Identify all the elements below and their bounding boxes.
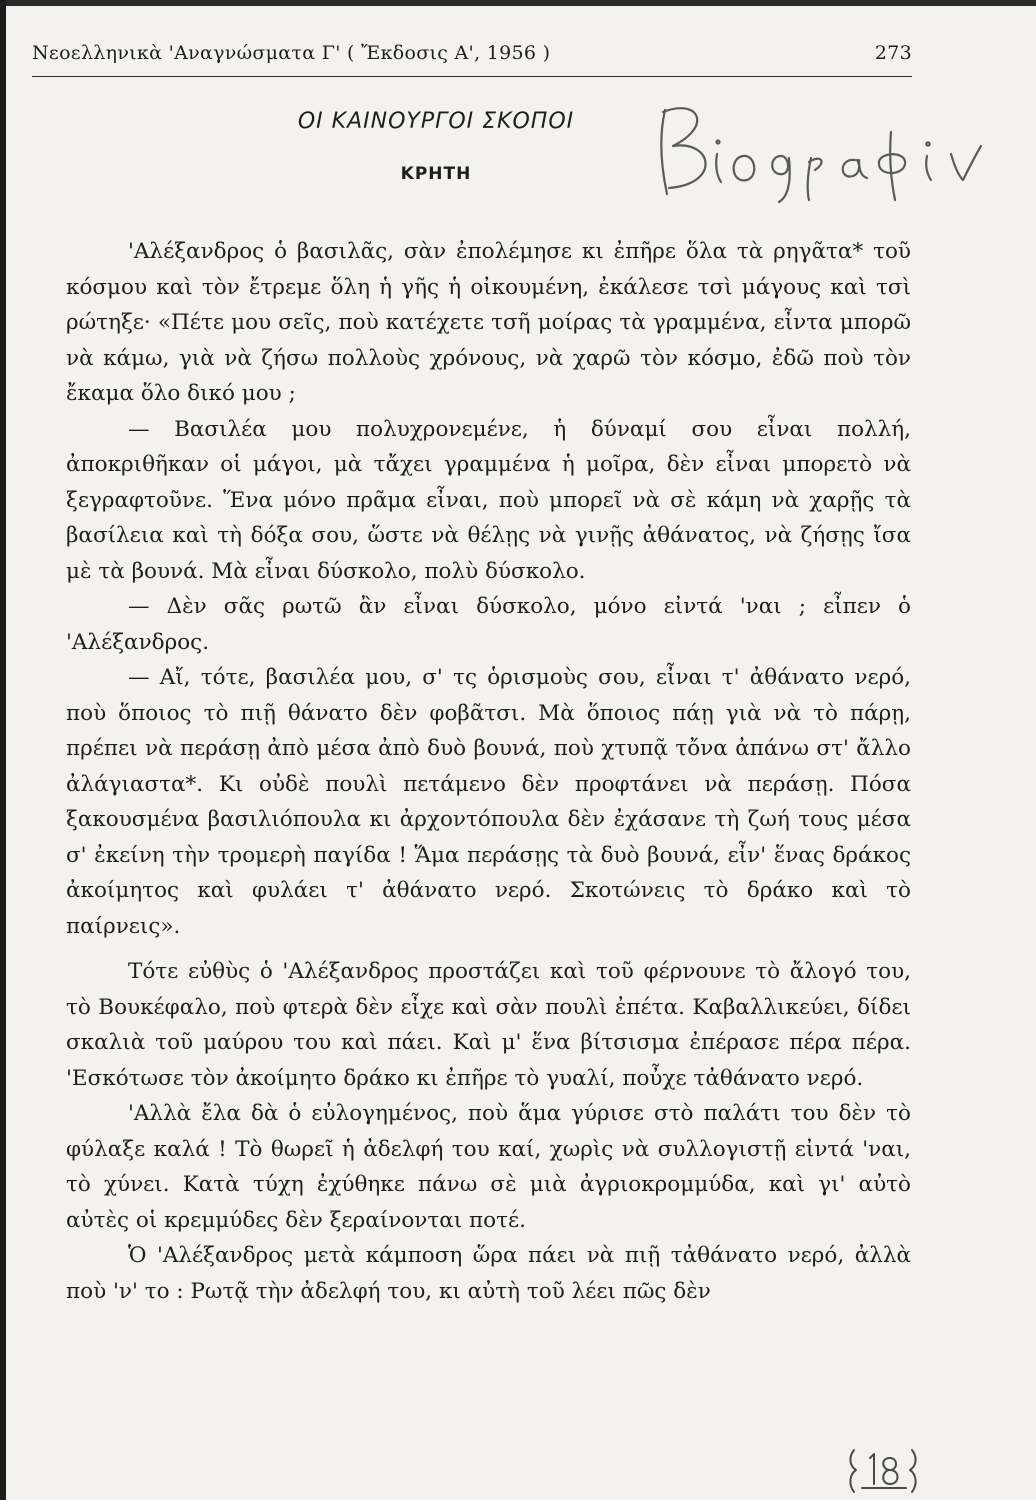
story-title: ΟΙ ΚΑΙΝΟΥΡΓΟΙ ΣΚΟΠΟΙ [297,109,575,134]
story-region: ΚΡΗΤΗ [400,164,472,184]
paragraph: — Βασιλέα μου πολυχρονεμένε, ἡ δύναμί σου εἶναι πολλή, ἀποκριθῆκαν οἱ μάγοι, μὰ τἄχει γραμμένα ἡ μοῖρα, δὲν εἶναι μπορετὸ νὰ ξεγραφτοῦνε. Ἕνα μόνο πρᾶμα εἶναι, ποὺ μπορεῖ νὰ σὲ κάμη νὰ χαρῇς τὰ βασίλεια καὶ τὴ δόξα σου, ὥστε νὰ θέλῃς νὰ γινῇς ἀθάνατος, νὰ ζήσῃς ἴσα μὲ τὰ βουνά. Μὰ εἶναι δύσκολο, πολὺ δύσκολο. [66,416,911,584]
book-page [6,6,1036,1500]
handwritten-note [651,96,991,206]
paragraph: Ὁ 'Αλέξανδρος μετὰ κάμποση ὥρα πάει νὰ πιῇ τἀθάνατο νερό, ἀλλὰ ποὺ 'ν' το : Ρωτᾷ τὴν ἀδελφή του, κι αὐτὴ τοῦ λέει πῶς δὲν [66,1243,911,1304]
paragraph: Τότε εὐθὺς ὁ 'Αλέξανδρος προστάζει καὶ τοῦ φέρνουνε τὸ ἄλογό του, τὸ Βουκέφαλο, ποὺ φτερὰ δὲν εἶχε καὶ σὰν πουλὶ ἐπέτα. Καβαλλικεύει, δίδει σκαλιὰ τοῦ μαύρου του καὶ πάει. Καὶ μ' ἕνα βίτσισμα ἐπέρασε πέρα πέρα. 'Εσκότωσε τὸν ἀκοίμητο δράκο κι ἐπῆρε τὸ γυαλί, ποὖχε τἀθάνατο νερό. [66,959,911,1091]
header-rule [32,76,912,77]
story-body [66,234,911,1309]
paragraph: 'Αλλὰ ἔλα δὰ ὁ εὐλογημένος, ποὺ ἅμα γύρισε στὸ παλάτι του δὲν τὸ φύλαξε καλά ! Τὸ θωρεῖ ἡ ἀδελφή του καί, χωρὶς νὰ συλλογιστῇ εἰντά 'ναι, τὸ χύνει. Κατὰ τύχη ἐχύθηκε πάνω σὲ μιὰ ἀγριοκρομμύδα, καὶ γι' αὐτὸ αὐτὲς οἱ κρεμμύδες δὲν ξεραίνονται ποτέ. [66,1101,911,1233]
handwritten-page-mark [844,1444,924,1496]
running-header [32,36,912,72]
paragraph: 'Αλέξανδρος ὁ βασιλᾶς, σὰν ἐπολέμησε κι ἐπῆρε ὅλα τὰ ρηγᾶτα* τοῦ κόσμου καὶ τὸν ἔτρεμε ὅλη ἡ γῆς ἡ οἰκουμένη, ἐκάλεσε τσὶ μάγους καὶ τσὶ ρώτηξε· «Πέτε μου σεῖς, ποὺ κατέχετε τσῆ μοίρας τὰ γραμμένα, εἶντα μπορῶ νὰ κάμω, γιὰ νὰ ζήσω πολλοὺς χρόνους, νὰ χαρῶ τὸν κόσμο, ἐδῶ ποὺ τὸν ἔκαμα ὅλο δικό μου ; [66,239,911,406]
page-number: 273 [874,42,912,64]
paragraph: — Αἴ, τότε, βασιλέα μου, σ' τς ὁρισμοὺς σου, εἶναι τ' ἀθάνατο νερό, ποὺ ὅποιος τὸ πιῇ θάνατο δὲν φοβᾶτσι. Μὰ ὅποιος πάῃ γιὰ νὰ τὸ πάρῃ, πρέπει νὰ περάσῃ ἀπὸ μέσα ἀπὸ δυὸ βουνά, ποὺ χτυπᾷ τὄνα ἀπάνω στ' ἄλλο ἀλάγιαστα*. Κι οὐδὲ πουλὶ πετάμενο δὲν προφτάνει νὰ περάσῃ. Πόσα ξακουσμένα βασιλιόπουλα κι ἀρχοντόπουλα δὲν ἐχάσανε τὴ ζωή τους μέσα σ' ἐκείνη τὴν τρομερὴ παγίδα ! Ἅμα περάσῃς τὰ δυὸ βουνά, εἶν' ἕνας δράκος ἀκοίμητος καὶ φυλάει τ' ἀθάνατο νερό. Σκοτώνεις τὸ δράκο καὶ τὸ παίρνεις». [66,665,911,939]
paragraph: — Δὲν σᾶς ρωτῶ ἂν εἶναι δύσκολο, μόνο εἰντά 'ναι ; εἶπεν ὁ 'Αλέξανδρος. [66,594,911,655]
running-title: Νεοελληνικὰ 'Αναγνώσματα Γ' ( Ἔκδοσις Α', 1956 ) [32,42,551,64]
